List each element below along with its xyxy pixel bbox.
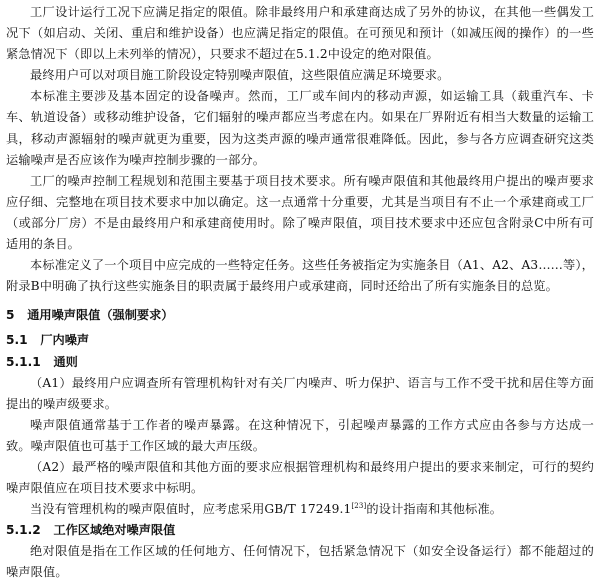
section-number: 5.1	[6, 333, 28, 348]
section-title: 通用噪声限值（强制要求）	[27, 308, 174, 323]
section-5-1-1-heading	[6, 352, 594, 373]
paragraph-noise-exposure: 噪声限值通常基于工作者的噪声暴露。在这种情况下，引起噪声暴露的工作方式应由各参与方达成一致。噪声限值也可基于工作区域的最大声压级。	[6, 417, 594, 453]
gbt-text-after: 的设计指南和其他标准。	[366, 502, 503, 517]
paragraph-a2: （A2）最严格的噪声限值和其他方面的要求应根据管理机构和最终用户提出的要求来制定，可行的契约噪声限值应在项目技术要求中标明。	[6, 459, 594, 496]
paragraph-project-requirements: 工厂的噪声控制工程规划和范围主要基于项目技术要求。所有噪声限值和其他最终用户提出的噪声要求应仔细、完整地在项目技术要求中加以确定。这一点通常十分重要，尤其是当项目有不止一个承建商或工厂（或部分厂房）不是由最终用户和承建商使用时。除了噪声限值，项目技术要求中还应包含附录C中所有可适用的条目。	[6, 173, 594, 252]
section-title: 厂内噪声	[40, 333, 90, 348]
section-title: 通则	[53, 354, 78, 369]
section-5-1-heading	[6, 330, 594, 351]
paragraph-implementation-items: 本标准定义了一个项目中应完成的一些特定任务。这些任务被指定为实施条目（A1、A2、A3……等），附录B中明确了执行这些实施条目的职责属于最终用户或承建商，同时还给出了所有实施条目的总览。	[6, 258, 594, 294]
section-5-heading	[6, 305, 594, 326]
paragraph-absolute-limit: 绝对限值是指在工作区域的任何地方、任何情况下，包括紧急情况下（如安全设备运行）都不能超过的噪声限值。	[6, 544, 594, 580]
citation-reference: [23]	[351, 502, 367, 511]
section-title: 工作区域绝对噪声限值	[53, 523, 176, 538]
paragraph-a1: （A1）最终用户应调查所有管理机构针对有关厂内噪声、听力保护、语言与工作不受干扰和居住等方面提出的噪声级要求。	[6, 375, 594, 411]
paragraph-mobile-sources: 本标准主要涉及基本固定的设备噪声。然而，工厂或车间内的移动声源，如运输工具（载重汽车、卡车、轨道设备）或移动维护设备，它们辐射的噪声都应当考虑在内。如果在厂界附近有相当大数量的运输工具，移动声源辐射的噪声就更为重要，因为这类声源的噪声通常很难降低。因此，参与各方应调查研究这类运输噪声是否应该作为噪声控制步骤的一部分。	[6, 89, 594, 167]
gbt-text-before: 当没有管理机构的噪声限值时，应考虑采用GB/T 17249.1	[30, 502, 352, 517]
section-5-1-2-heading	[6, 520, 594, 541]
paragraph-construction-limits: 最终用户可以对项目施工阶段设定特别噪声限值，这些限值应满足环境要求。	[30, 68, 450, 83]
paragraph-gbt-reference	[6, 499, 594, 520]
section-number: 5.1.1	[6, 354, 41, 369]
section-number: 5.1.2	[6, 523, 41, 538]
paragraph-design-conditions: 工厂设计运行工况下应满足指定的限值。除非最终用户和承建商达成了另外的协议，在其他一些偶发工况下（如启动、关闭、重启和维护设备）也应满足指定的限值。在可预见和预计（如减压阀的操作）的一些紧急情况下（即以上未列举的情况），只要求不超过在5.1.2中设定的绝对限值。	[6, 5, 594, 62]
section-number: 5	[6, 308, 15, 323]
